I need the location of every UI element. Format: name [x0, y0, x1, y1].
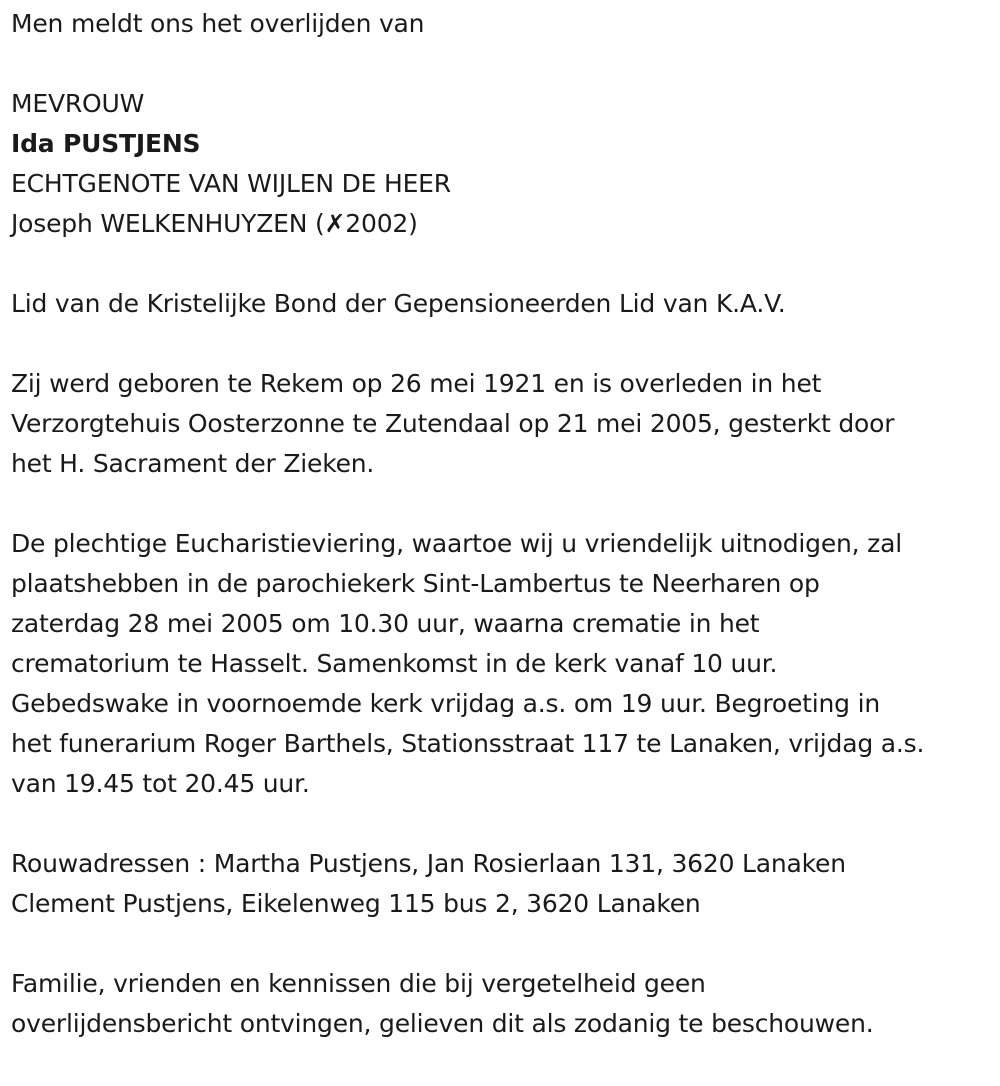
paragraph-line: De plechtige Eucharistieviering, waartoe wij u vriendelijk uitnodigen, zal: [11, 529, 902, 558]
ceremony-paragraph: [11, 524, 996, 804]
membership-text: Lid van de Kristelijke Bond der Gepensioneerden Lid van K.A.V.: [11, 289, 786, 318]
death-notice: [11, 0, 996, 1044]
address-line: Clement Pustjens, Eikelenweg 115 bus 2, 3620 Lanaken: [11, 889, 701, 918]
paragraph-line: het H. Sacrament der Zieken.: [11, 449, 375, 478]
deceased-name: Ida PUSTJENS: [11, 129, 201, 158]
paragraph-line: van 19.45 tot 20.45 uur.: [11, 769, 310, 798]
paragraph-line: plaatshebben in de parochiekerk Sint-Lambertus te Neerharen op: [11, 569, 820, 598]
paragraph-line: overlijdensbericht ontvingen, gelieven dit als zodanig te beschouwen.: [11, 1009, 874, 1038]
intro-text: Men meldt ons het overlijden van: [11, 9, 425, 38]
addresses-paragraph: [11, 844, 996, 924]
relation-text: ECHTGENOTE VAN WIJLEN DE HEER: [11, 169, 451, 198]
closing-paragraph: [11, 964, 996, 1044]
paragraph-line: Zij werd geboren te Rekem op 26 mei 1921 en is overleden in het: [11, 369, 822, 398]
deceased-title: MEVROUW: [11, 89, 145, 118]
paragraph-line: zaterdag 28 mei 2005 om 10.30 uur, waarna crematie in het: [11, 609, 760, 638]
birth-death-paragraph: [11, 364, 996, 484]
paragraph-line: Gebedswake in voornoemde kerk vrijdag a.s. om 19 uur. Begroeting in: [11, 689, 880, 718]
paragraph-line: Verzorgtehuis Oosterzonne te Zutendaal op 21 mei 2005, gesterkt door: [11, 409, 895, 438]
paragraph-line: crematorium te Hasselt. Samenkomst in de kerk vanaf 10 uur.: [11, 649, 778, 678]
paragraph-line: Familie, vrienden en kennissen die bij vergetelheid geen: [11, 969, 706, 998]
address-line: Rouwadressen : Martha Pustjens, Jan Rosierlaan 131, 3620 Lanaken: [11, 849, 846, 878]
paragraph-line: het funerarium Roger Barthels, Stationsstraat 117 te Lanaken, vrijdag a.s.: [11, 729, 925, 758]
spouse-name: Joseph WELKENHUYZEN (✗2002): [11, 209, 418, 238]
